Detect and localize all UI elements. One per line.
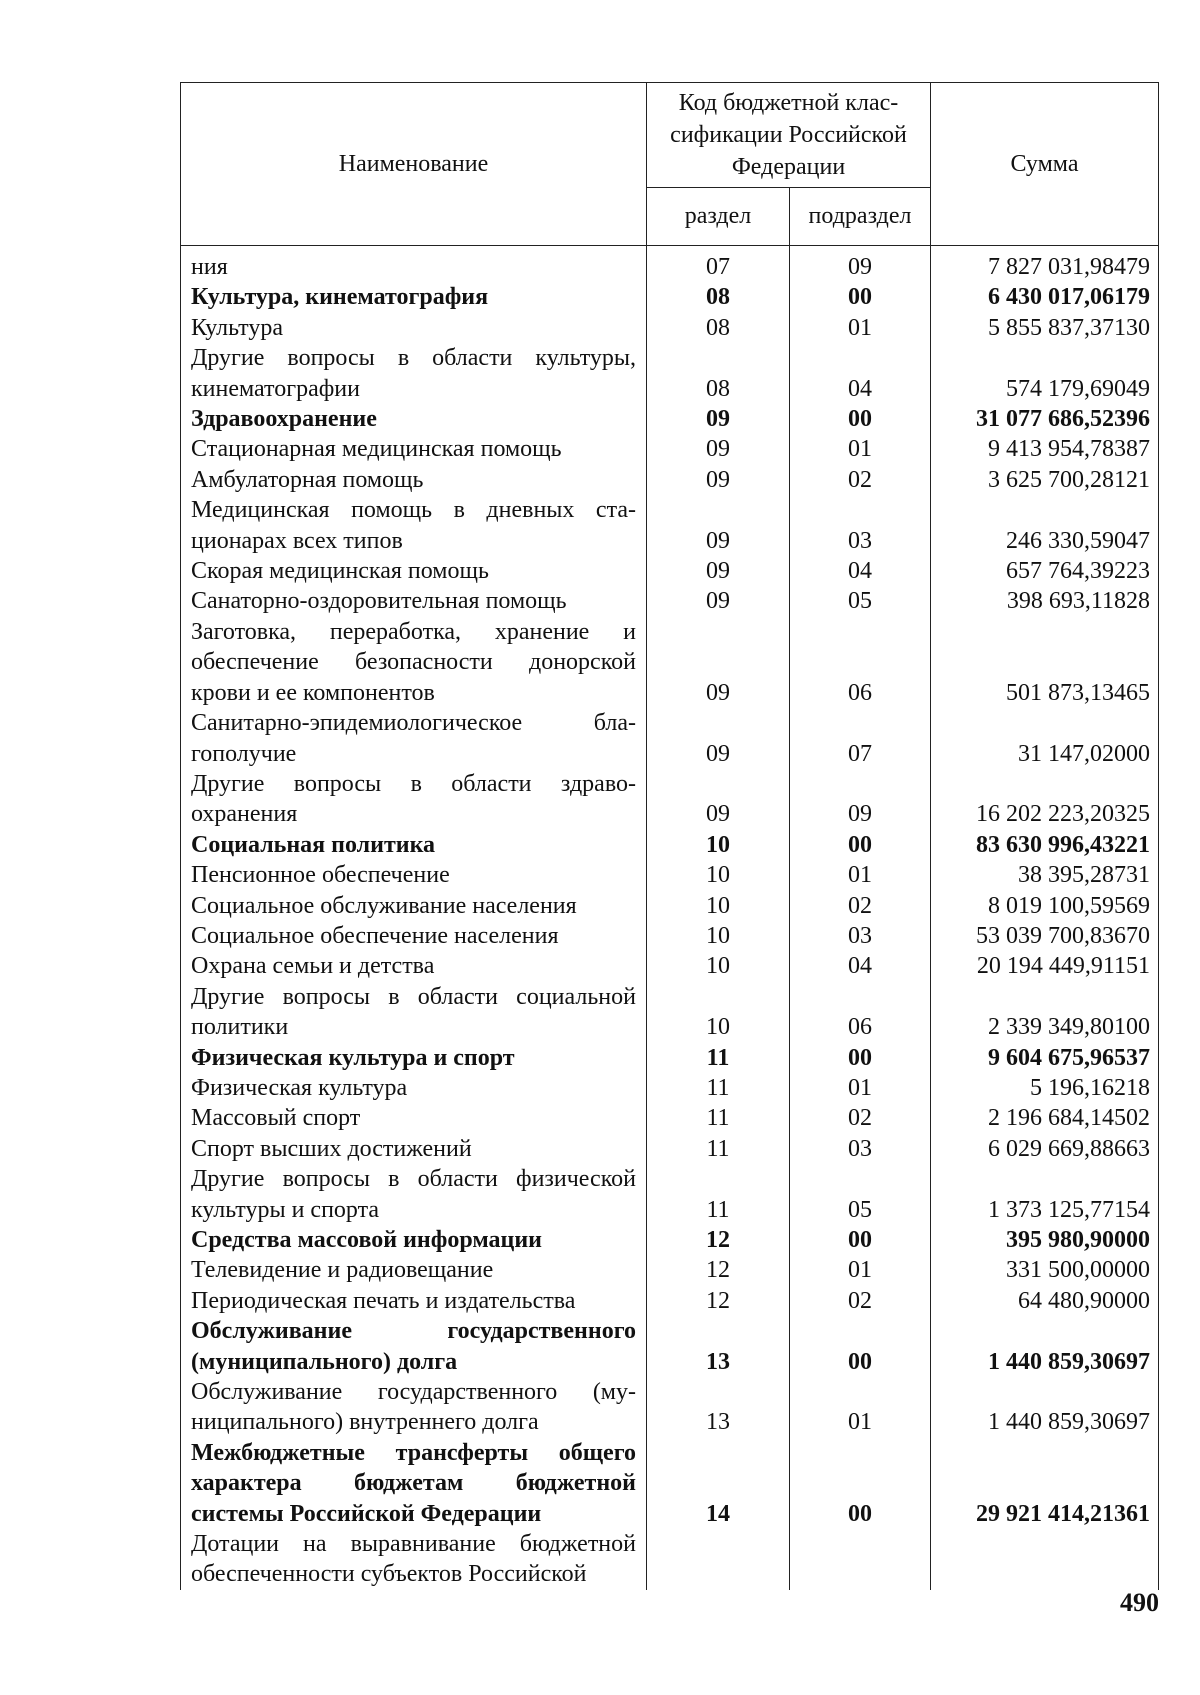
row-name: [181, 1286, 647, 1316]
row-name-line: Пенсионное обеспечение: [191, 862, 450, 889]
row-name-line: Социальное обеспечение населения: [191, 922, 559, 949]
row-name: [181, 982, 647, 1043]
table-header: [181, 83, 1159, 246]
row-name-line: Массовый спорт: [191, 1105, 361, 1132]
row-name-line: Социальная политика: [191, 831, 436, 858]
row-section: 09: [647, 465, 790, 495]
table-row: [181, 708, 1159, 769]
row-section: 10: [647, 951, 790, 981]
row-name: [181, 708, 647, 769]
row-sum: 8 019 100,59569: [931, 891, 1159, 921]
row-name-line: характера бюджетам бюджетной: [191, 1470, 636, 1497]
table-row: [181, 1134, 1159, 1164]
row-subsection: 00: [790, 282, 931, 312]
row-section: 10: [647, 921, 790, 951]
table-row: [181, 556, 1159, 586]
row-name-line: Другие вопросы в области физической: [191, 1166, 636, 1193]
table-row: [181, 1255, 1159, 1285]
row-sum: 16 202 223,20325: [931, 769, 1159, 830]
row-subsection: 01: [790, 1073, 931, 1103]
row-section: 11: [647, 1073, 790, 1103]
table-row: [181, 830, 1159, 860]
row-name-line: кинематографии: [191, 375, 360, 402]
row-subsection: 05: [790, 1164, 931, 1225]
row-name-line: ния: [191, 254, 228, 280]
row-subsection: 02: [790, 891, 931, 921]
table-row: [181, 1073, 1159, 1103]
table-row: [181, 313, 1159, 343]
row-sum: 31 077 686,52396: [931, 404, 1159, 434]
row-name-line: культуры и спорта: [191, 1196, 380, 1223]
row-name-line: Физическая культура и спорт: [191, 1044, 515, 1071]
row-name-line: Средства массовой информации: [191, 1227, 542, 1253]
table-row: [181, 1103, 1159, 1133]
table-row: [181, 617, 1159, 708]
row-name-line: обеспечение безопасности донорской: [191, 649, 636, 676]
row-section: 09: [647, 617, 790, 708]
row-name: [181, 1225, 647, 1255]
row-subsection: 00: [790, 1438, 931, 1529]
header-code-line: Код бюджетной клас-: [678, 89, 899, 116]
row-section: [647, 1529, 790, 1590]
row-section: 10: [647, 830, 790, 860]
table-row: [181, 586, 1159, 616]
budget-table: [180, 82, 1159, 1590]
row-subsection: [790, 1529, 931, 1590]
table-row: [181, 404, 1159, 434]
row-subsection: 00: [790, 1316, 931, 1377]
row-subsection: 01: [790, 313, 931, 343]
header-sum: Сумма: [931, 83, 1159, 246]
table-row: [181, 1043, 1159, 1073]
row-section: 09: [647, 434, 790, 464]
row-name-line: Заготовка, переработка, хранение и: [191, 618, 636, 645]
row-name-line: Санаторно-оздоровительная помощь: [191, 588, 567, 615]
row-name-line: Обслуживание государственного: [191, 1318, 636, 1345]
row-name-line: политики: [191, 1014, 289, 1041]
row-name: [181, 891, 647, 921]
header-subsection: подраздел: [790, 187, 931, 245]
row-name-line: Другие вопросы в области здраво-: [191, 770, 636, 797]
row-section: 13: [647, 1316, 790, 1377]
table-row: [181, 465, 1159, 495]
table-row: [181, 1377, 1159, 1438]
row-name-line: Другие вопросы в области социальной: [191, 983, 636, 1010]
row-name: [181, 921, 647, 951]
row-subsection: 02: [790, 1286, 931, 1316]
row-name-line: гополучие: [191, 740, 297, 767]
row-sum: 574 179,69049: [931, 343, 1159, 404]
row-name-line: Дотации на выравнивание бюджетной: [191, 1531, 636, 1558]
row-name: [181, 860, 647, 890]
row-subsection: 06: [790, 617, 931, 708]
row-section: 07: [647, 246, 790, 283]
row-name-line: Скорая медицинская помощь: [191, 558, 489, 585]
row-section: 08: [647, 313, 790, 343]
row-sum: 20 194 449,91151: [931, 951, 1159, 981]
row-sum: 3 625 700,28121: [931, 465, 1159, 495]
table-row: [181, 860, 1159, 890]
row-name-line: Культура, кинематография: [191, 284, 489, 311]
row-name: [181, 830, 647, 860]
row-name-line: Межбюджетные трансферты общего: [191, 1439, 636, 1466]
row-subsection: 09: [790, 769, 931, 830]
header-section: раздел: [647, 187, 790, 245]
row-name: [181, 769, 647, 830]
row-name: [181, 1164, 647, 1225]
row-name: [181, 246, 647, 283]
row-section: 11: [647, 1134, 790, 1164]
row-subsection: 03: [790, 921, 931, 951]
row-name-line: (муниципального) долга: [191, 1348, 458, 1375]
row-name: [181, 313, 647, 343]
row-name-line: Другие вопросы в области культуры,: [191, 345, 636, 372]
row-section: 11: [647, 1043, 790, 1073]
row-sum: 83 630 996,43221: [931, 830, 1159, 860]
header-name: Наименование: [181, 83, 647, 246]
row-sum: 501 873,13465: [931, 617, 1159, 708]
row-subsection: 01: [790, 1255, 931, 1285]
row-section: 10: [647, 982, 790, 1043]
row-subsection: 09: [790, 246, 931, 283]
row-name: [181, 951, 647, 981]
row-subsection: 02: [790, 1103, 931, 1133]
row-sum: 246 330,59047: [931, 495, 1159, 556]
table-row: [181, 1438, 1159, 1529]
row-name-line: Медицинская помощь в дневных ста-: [191, 497, 636, 524]
table-row: [181, 1529, 1159, 1590]
row-sum: 1 373 125,77154: [931, 1164, 1159, 1225]
row-sum: 331 500,00000: [931, 1255, 1159, 1285]
row-subsection: 03: [790, 1134, 931, 1164]
row-section: 13: [647, 1377, 790, 1438]
row-section: 09: [647, 769, 790, 830]
row-section: 11: [647, 1164, 790, 1225]
row-name-line: системы Российской Федерации: [191, 1500, 542, 1527]
row-name: [181, 343, 647, 404]
row-subsection: 03: [790, 495, 931, 556]
header-code-group: [647, 83, 931, 188]
row-section: 11: [647, 1103, 790, 1133]
row-name-line: Амбулаторная помощь: [191, 466, 424, 493]
row-sum: 2 339 349,80100: [931, 982, 1159, 1043]
row-name: [181, 282, 647, 312]
row-section: 10: [647, 860, 790, 890]
row-sum: 5 855 837,37130: [931, 313, 1159, 343]
row-name: [181, 1134, 647, 1164]
row-subsection: 01: [790, 1377, 931, 1438]
row-name: [181, 556, 647, 586]
row-name: [181, 465, 647, 495]
table-row: [181, 343, 1159, 404]
row-name: [181, 404, 647, 434]
table-row: [181, 769, 1159, 830]
table-row: [181, 1225, 1159, 1255]
row-name-line: Обслуживание государственного (му-: [191, 1379, 636, 1406]
row-name: [181, 1377, 647, 1438]
row-subsection: 05: [790, 586, 931, 616]
row-subsection: 07: [790, 708, 931, 769]
row-section: 08: [647, 343, 790, 404]
row-sum: 1 440 859,30697: [931, 1377, 1159, 1438]
row-sum: 5 196,16218: [931, 1073, 1159, 1103]
row-name: [181, 1073, 647, 1103]
row-name: [181, 1529, 647, 1590]
header-code-line: Федерации: [731, 153, 846, 180]
row-name-line: ционарах всех типов: [191, 527, 403, 554]
row-name: [181, 617, 647, 708]
row-name-line: охранения: [191, 801, 298, 828]
row-sum: 38 395,28731: [931, 860, 1159, 890]
row-name: [181, 434, 647, 464]
table-row: [181, 951, 1159, 981]
table-row: [181, 246, 1159, 283]
row-name-line: ниципального) внутреннего долга: [191, 1409, 539, 1436]
row-sum: 6 029 669,88663: [931, 1134, 1159, 1164]
row-name: [181, 1103, 647, 1133]
row-name: [181, 1316, 647, 1377]
table-row: [181, 891, 1159, 921]
row-sum: 1 440 859,30697: [931, 1316, 1159, 1377]
row-subsection: 01: [790, 860, 931, 890]
row-section: 14: [647, 1438, 790, 1529]
row-sum: 7 827 031,98479: [931, 246, 1159, 283]
row-name-line: крови и ее компонентов: [191, 679, 435, 706]
row-name-line: Стационарная медицинская помощь: [191, 436, 562, 463]
row-name-line: обеспеченности субъектов Российской: [191, 1561, 587, 1588]
table-row: [181, 495, 1159, 556]
row-subsection: 06: [790, 982, 931, 1043]
row-subsection: 04: [790, 951, 931, 981]
row-subsection: 02: [790, 465, 931, 495]
row-name-line: Телевидение и радиовещание: [191, 1257, 494, 1284]
row-sum: 9 604 675,96537: [931, 1043, 1159, 1073]
row-section: 09: [647, 495, 790, 556]
row-subsection: 01: [790, 434, 931, 464]
row-subsection: 00: [790, 1043, 931, 1073]
row-name: [181, 1438, 647, 1529]
row-name-line: Культура: [191, 314, 283, 341]
row-name-line: Спорт высших достижений: [191, 1135, 472, 1162]
row-name-line: Периодическая печать и издательства: [191, 1287, 576, 1314]
row-name: [181, 1043, 647, 1073]
row-section: 12: [647, 1255, 790, 1285]
table-row: [181, 1316, 1159, 1377]
row-name: [181, 586, 647, 616]
table-row: [181, 1164, 1159, 1225]
row-sum: 31 147,02000: [931, 708, 1159, 769]
row-section: 10: [647, 891, 790, 921]
row-section: 09: [647, 708, 790, 769]
table-row: [181, 434, 1159, 464]
row-subsection: 04: [790, 343, 931, 404]
row-subsection: 00: [790, 404, 931, 434]
row-section: 09: [647, 404, 790, 434]
row-name: [181, 495, 647, 556]
header-code-line: сификации Российской: [670, 121, 907, 148]
table-row: [181, 282, 1159, 312]
row-section: 12: [647, 1286, 790, 1316]
table-body: [181, 246, 1159, 1590]
row-name-line: Здравоохранение: [191, 406, 377, 433]
row-sum: 657 764,39223: [931, 556, 1159, 586]
row-section: 09: [647, 586, 790, 616]
row-name-line: Охрана семьи и детства: [191, 953, 435, 980]
row-name-line: Санитарно-эпидемиологическое бла-: [191, 710, 636, 737]
row-subsection: 04: [790, 556, 931, 586]
row-sum: 395 980,90000: [931, 1225, 1159, 1255]
row-section: 09: [647, 556, 790, 586]
table-row: [181, 1286, 1159, 1316]
row-sum: 64 480,90000: [931, 1286, 1159, 1316]
row-section: 12: [647, 1225, 790, 1255]
table-row: [181, 982, 1159, 1043]
table-row: [181, 921, 1159, 951]
page-number: 490: [1120, 1588, 1159, 1617]
row-sum: 398 693,11828: [931, 586, 1159, 616]
row-subsection: 00: [790, 830, 931, 860]
row-sum: [931, 1529, 1159, 1590]
row-section: 08: [647, 282, 790, 312]
row-sum: 9 413 954,78387: [931, 434, 1159, 464]
row-sum: 6 430 017,06179: [931, 282, 1159, 312]
row-name-line: Физическая культура: [191, 1074, 408, 1101]
row-sum: 53 039 700,83670: [931, 921, 1159, 951]
row-subsection: 00: [790, 1225, 931, 1255]
row-sum: 29 921 414,21361: [931, 1438, 1159, 1529]
row-sum: 2 196 684,14502: [931, 1103, 1159, 1133]
row-name: [181, 1255, 647, 1285]
row-name-line: Социальное обслуживание населения: [191, 892, 577, 919]
